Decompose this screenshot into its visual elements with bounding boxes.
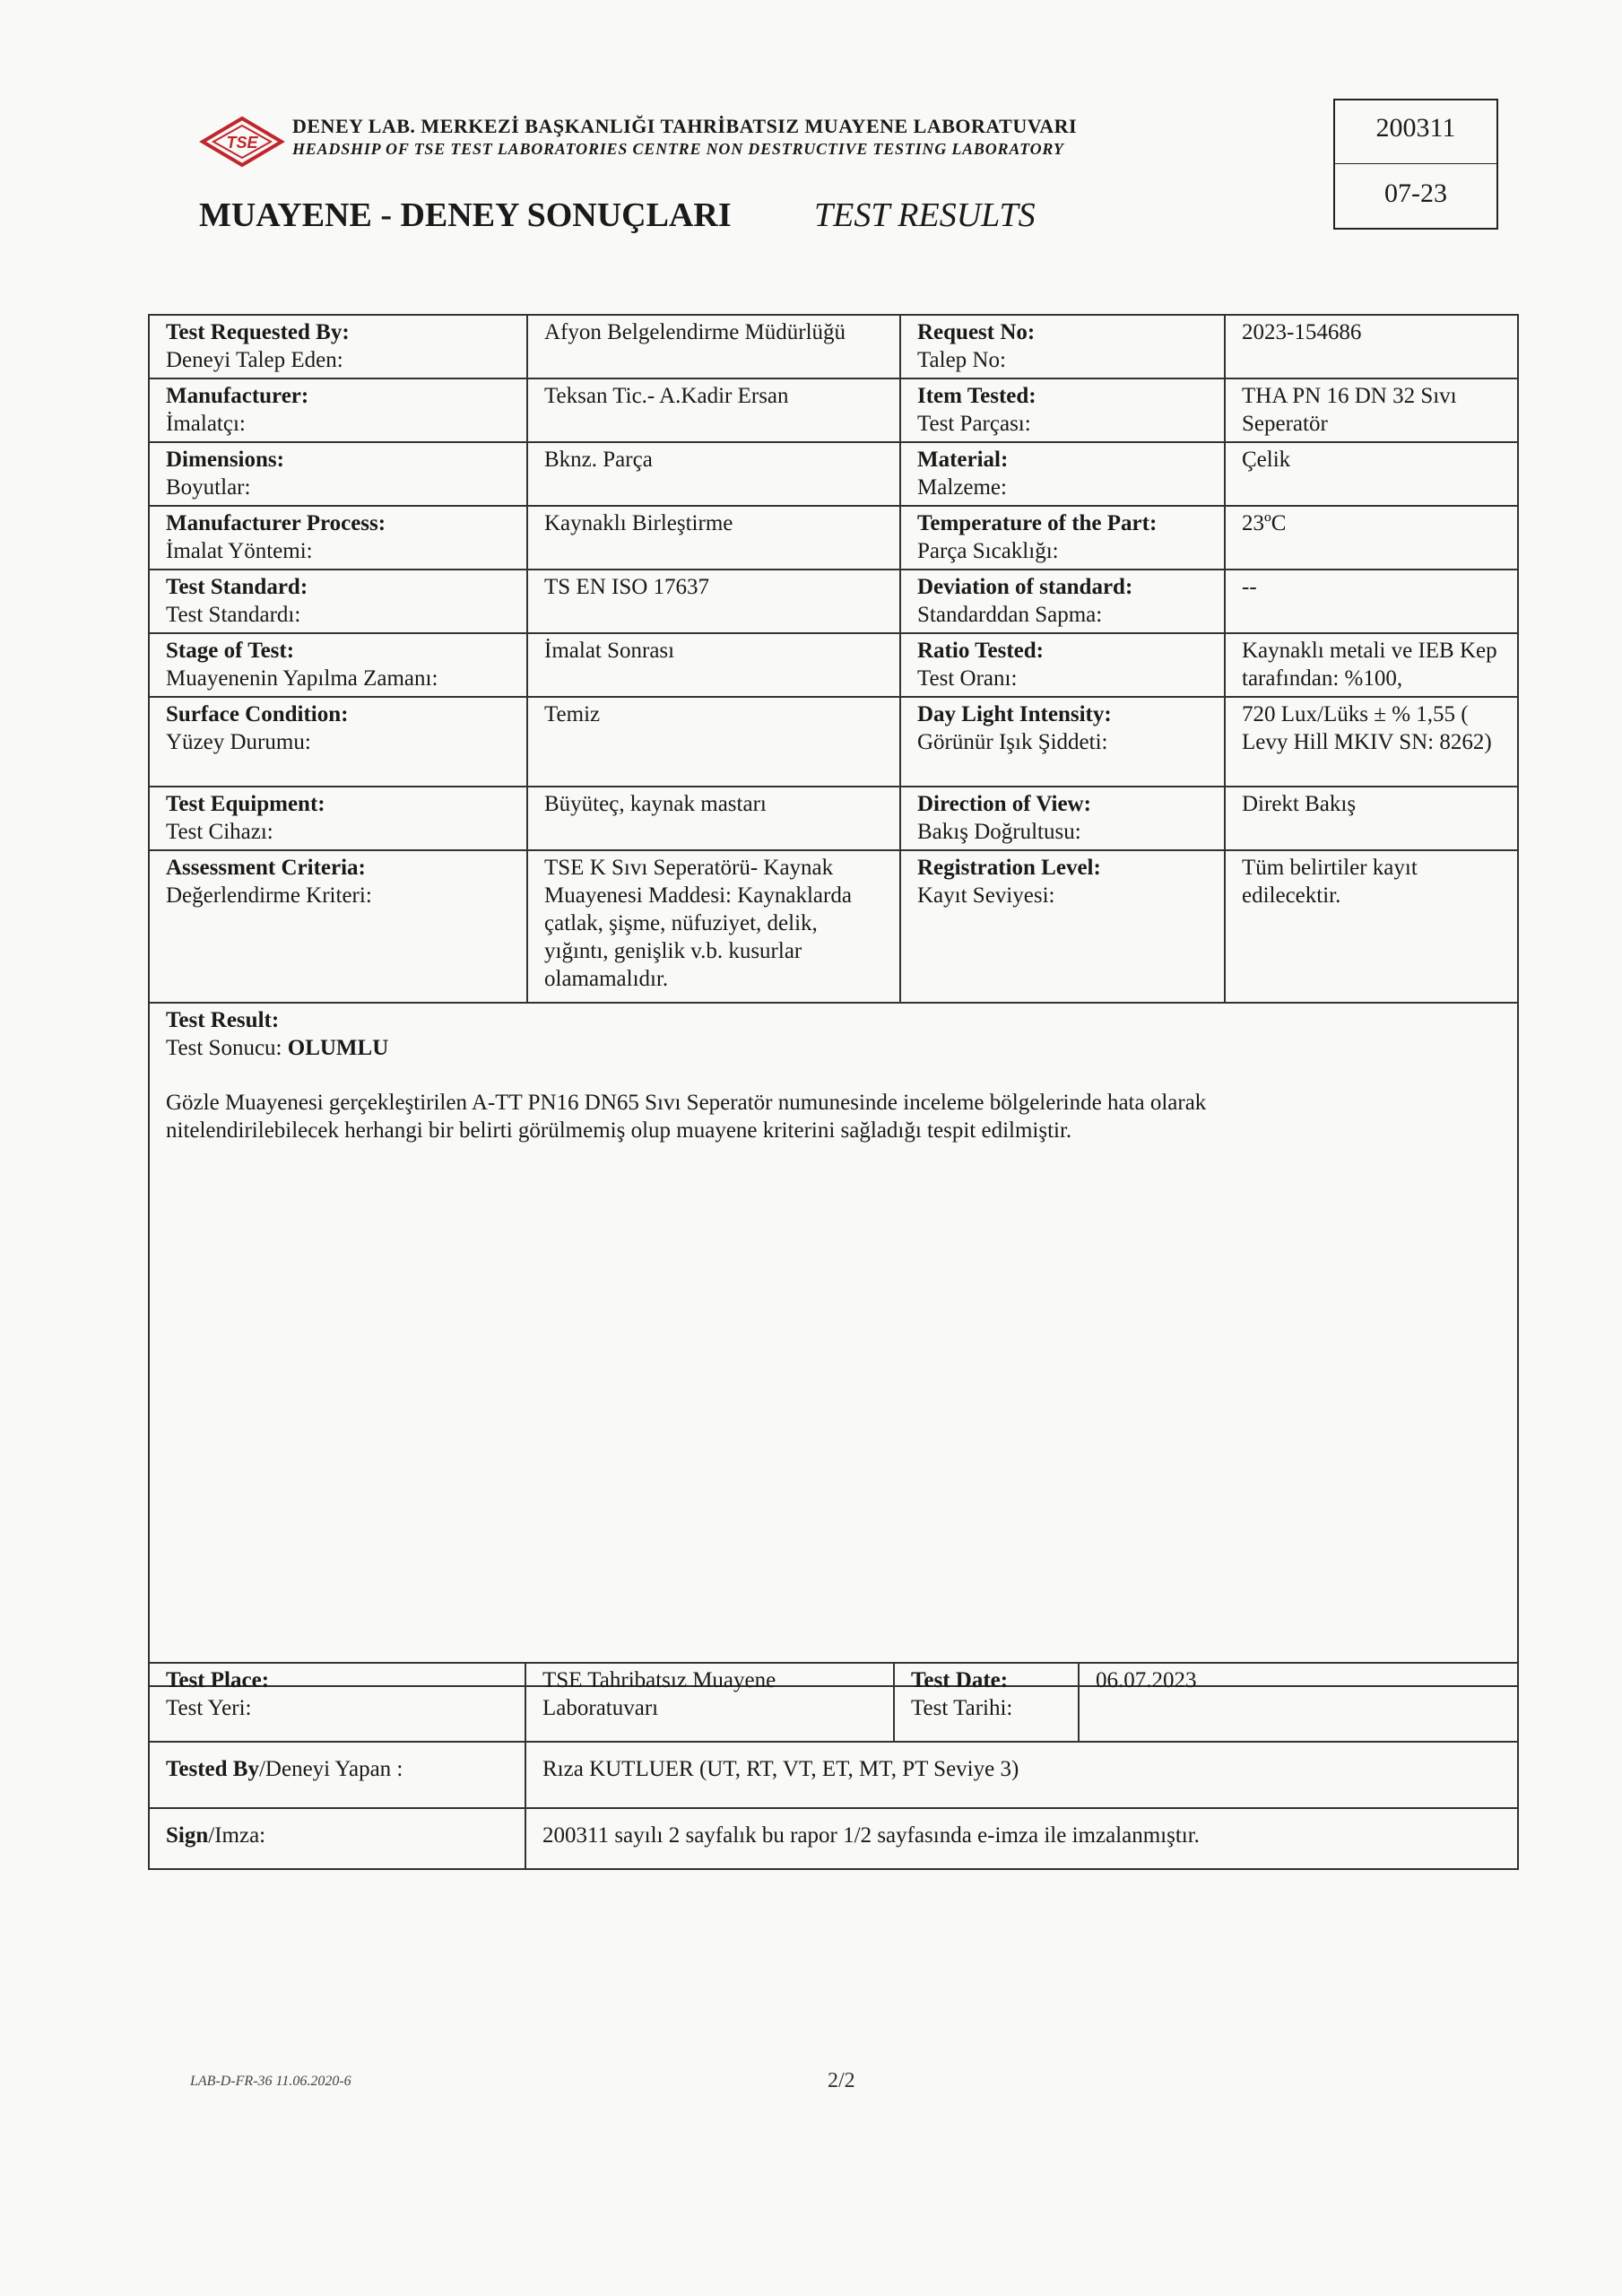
left-value: Temiz <box>544 702 601 726</box>
report-date: 07-23 <box>1384 178 1447 208</box>
right-label-cell <box>900 697 1225 787</box>
tested-by-value-cell <box>525 1742 1518 1808</box>
right-value-cell <box>1225 315 1518 378</box>
right-value: 23ºC <box>1242 511 1287 535</box>
left-label-cell <box>149 850 527 1003</box>
result-line <box>166 1034 1501 1062</box>
right-label-cell <box>900 787 1225 850</box>
page-number: 2/2 <box>828 2069 855 2092</box>
left-label-tr: Deneyi Talep Eden: <box>166 348 343 372</box>
right-label-tr: Test Oranı: <box>917 666 1018 691</box>
left-label-en: Manufacturer Process: <box>166 511 386 535</box>
left-label-en: Stage of Test: <box>166 639 295 663</box>
right-value-cell <box>1225 633 1518 697</box>
test-date-label-tr: Test Tarihi: <box>911 1696 1013 1720</box>
right-label-tr: Malzeme: <box>917 475 1007 500</box>
left-value: TSE K Sıvı Seperatörü- Kaynak Muayenesi Maddesi: Kaynaklarda çatlak, şişme, nüfuziyet, delik, yığıntı, genişlik v.b. kusurlar olamamalıdır. <box>544 856 852 991</box>
left-label-en: Dimensions: <box>166 448 284 472</box>
lab-name-tr: DENEY LAB. MERKEZİ BAŞKANLIĞI TAHRİBATSIZ MUAYENE LABORATUVARI <box>292 115 1078 137</box>
sign-label-cell <box>149 1808 525 1869</box>
right-label-en: Material: <box>917 448 1009 472</box>
left-value-cell <box>527 442 900 506</box>
info-row <box>149 850 1518 1003</box>
right-value: Çelik <box>1242 448 1291 472</box>
left-label-en: Test Requested By: <box>166 320 350 344</box>
left-label-en: Test Standard: <box>166 575 308 599</box>
sign-label-tr: /Imza: <box>208 1823 266 1848</box>
tested-by-value: Rıza KUTLUER (UT, RT, VT, ET, MT, PT Seviye 3) <box>542 1757 1019 1781</box>
right-value-cell <box>1225 697 1518 787</box>
test-info-table <box>148 314 1519 1687</box>
left-value: TS EN ISO 17637 <box>544 575 710 599</box>
left-label-cell <box>149 442 527 506</box>
left-label-cell <box>149 633 527 697</box>
left-value-cell <box>527 570 900 633</box>
right-label-cell <box>900 442 1225 506</box>
left-label-tr: Yüzey Durumu: <box>166 730 311 754</box>
info-row <box>149 442 1518 506</box>
right-value-cell <box>1225 378 1518 442</box>
result-row <box>149 1003 1518 1686</box>
left-value-cell <box>527 787 900 850</box>
left-value-cell <box>527 850 900 1003</box>
right-label-en: Ratio Tested: <box>917 639 1044 663</box>
left-label-cell <box>149 506 527 570</box>
left-value-cell <box>527 506 900 570</box>
left-value: Bknz. Parça <box>544 448 653 472</box>
right-label-tr: Görünür Işık Şiddeti: <box>917 730 1108 754</box>
left-label-cell <box>149 570 527 633</box>
left-label-cell <box>149 315 527 378</box>
tested-by-label <box>166 1757 403 1781</box>
left-value: Büyüteç, kaynak mastarı <box>544 792 767 816</box>
info-row <box>149 378 1518 442</box>
left-label-en: Surface Condition: <box>166 702 349 726</box>
right-value: THA PN 16 DN 32 Sıvı Seperatör <box>1242 384 1457 436</box>
page-title-en: TEST RESULTS <box>814 196 1036 234</box>
bleed-through-watermark <box>1058 81 1066 115</box>
result-label-tr: Test Sonucu: <box>166 1036 282 1060</box>
test-date-value: 06.07.2023 <box>1096 1668 1197 1692</box>
test-place-label-cell <box>149 1663 525 1742</box>
page-title: MUAYENE - DENEY SONUÇLARI <box>199 196 732 234</box>
left-label-en: Manufacturer: <box>166 384 309 408</box>
right-value: -- <box>1242 575 1257 599</box>
test-date-label-cell <box>894 1663 1079 1742</box>
left-label-tr: Test Cihazı: <box>166 820 273 844</box>
test-result-cell <box>149 1003 1518 1686</box>
report-reference-box <box>1333 99 1498 230</box>
info-row <box>149 787 1518 850</box>
right-label-tr: Bakış Doğrultusu: <box>917 820 1081 844</box>
sign-label <box>166 1823 265 1848</box>
right-label-cell <box>900 315 1225 378</box>
test-signoff-table <box>148 1662 1519 1870</box>
right-value: Direkt Bakış <box>1242 792 1357 816</box>
right-value-cell <box>1225 850 1518 1003</box>
left-label-cell <box>149 787 527 850</box>
left-value: İmalat Sonrası <box>544 639 675 663</box>
test-place-row <box>149 1663 1518 1742</box>
left-label-tr: Muayenenin Yapılma Zamanı: <box>166 666 438 691</box>
tested-by-label-cell <box>149 1742 525 1808</box>
tested-by-label-tr: /Deneyi Yapan : <box>258 1757 403 1781</box>
right-value: 720 Lux/Lüks ± % 1,55 ( Levy Hill MKIV SN: 8262) <box>1242 702 1492 754</box>
left-label-tr: Değerlendirme Kriteri: <box>166 883 372 908</box>
right-label-cell <box>900 570 1225 633</box>
right-label-cell <box>900 378 1225 442</box>
right-label-tr: Kayıt Seviyesi: <box>917 883 1055 908</box>
left-label-cell <box>149 378 527 442</box>
form-code: LAB-D-FR-36 11.06.2020-6 <box>190 2074 351 2089</box>
tested-by-row <box>149 1742 1518 1808</box>
right-label-cell <box>900 633 1225 697</box>
right-label-en: Direction of View: <box>917 792 1091 816</box>
left-value: Kaynaklı Birleştirme <box>544 511 733 535</box>
left-value-cell <box>527 378 900 442</box>
right-value: Tüm belirtiler kayıt edilecektir. <box>1242 856 1418 908</box>
left-label-tr: İmalatçı: <box>166 412 246 436</box>
left-value-cell <box>527 315 900 378</box>
test-place-value: TSE Tahribatsız Muayene Laboratuvarı <box>542 1668 776 1720</box>
test-date-label-en: Test Date: <box>911 1668 1009 1692</box>
right-value-cell <box>1225 570 1518 633</box>
right-value: Kaynaklı metali ve IEB Kep tarafından: %100, <box>1242 639 1497 691</box>
report-number: 200311 <box>1335 100 1496 164</box>
sign-label-en: Sign <box>166 1823 209 1848</box>
left-value: Afyon Belgelendirme Müdürlüğü <box>544 320 846 344</box>
left-label-cell <box>149 697 527 787</box>
right-value-cell <box>1225 506 1518 570</box>
info-row <box>149 506 1518 570</box>
right-label-tr: Test Parçası: <box>917 412 1031 436</box>
result-label-en: Test Result: <box>166 1008 280 1032</box>
right-value-cell <box>1225 442 1518 506</box>
test-place-label-en: Test Place: <box>166 1668 270 1692</box>
info-row <box>149 633 1518 697</box>
logo-text: TSE <box>226 134 258 152</box>
lab-name-en: HEADSHIP OF TSE TEST LABORATORIES CENTRE NON DESTRUCTIVE TESTING LABORATORY <box>292 140 1064 158</box>
sign-value-cell <box>525 1808 1518 1869</box>
right-label-cell <box>900 506 1225 570</box>
right-label-en: Item Tested: <box>917 384 1037 408</box>
test-place-label-tr: Test Yeri: <box>166 1696 252 1720</box>
right-label-tr: Parça Sıcaklığı: <box>917 539 1059 563</box>
result-description: Gözle Muayenesi gerçekleştirilen A-TT PN16 DN65 Sıvı Seperatör numunesinde inceleme bölgelerinde hata olarak nitelendirilebilecek herhangi bir belirti görülmemiş olup muayene kriterini sağladığı tespit edilmiştir. <box>166 1091 1207 1143</box>
right-label-en: Temperature of the Part: <box>917 511 1158 535</box>
test-date-value-cell <box>1079 1663 1518 1742</box>
left-value: Teksan Tic.- A.Kadir Ersan <box>544 384 789 408</box>
left-value-cell <box>527 633 900 697</box>
right-label-en: Registration Level: <box>917 856 1101 880</box>
result-value: OLUMLU <box>287 1036 389 1060</box>
left-label-en: Assessment Criteria: <box>166 856 366 880</box>
info-row <box>149 570 1518 633</box>
info-row <box>149 697 1518 787</box>
left-value-cell <box>527 697 900 787</box>
right-value: 2023-154686 <box>1242 320 1362 344</box>
right-label-tr: Talep No: <box>917 348 1006 372</box>
sign-value: 200311 sayılı 2 sayfalık bu rapor 1/2 sayfasında e-imza ile imzalanmıştır. <box>542 1823 1200 1848</box>
right-label-cell <box>900 850 1225 1003</box>
right-value-cell <box>1225 787 1518 850</box>
right-label-en: Day Light Intensity: <box>917 702 1112 726</box>
right-label-en: Deviation of standard: <box>917 575 1133 599</box>
test-place-value-cell <box>525 1663 894 1742</box>
right-label-tr: Standarddan Sapma: <box>917 603 1103 627</box>
sign-row <box>149 1808 1518 1869</box>
left-label-tr: İmalat Yöntemi: <box>166 539 313 563</box>
right-label-en: Request No: <box>917 320 1036 344</box>
left-label-tr: Boyutlar: <box>166 475 251 500</box>
left-label-tr: Test Standardı: <box>166 603 301 627</box>
tse-logo-icon <box>199 115 285 169</box>
info-row <box>149 315 1518 378</box>
left-label-en: Test Equipment: <box>166 792 325 816</box>
tested-by-label-en: Tested By <box>166 1757 259 1781</box>
